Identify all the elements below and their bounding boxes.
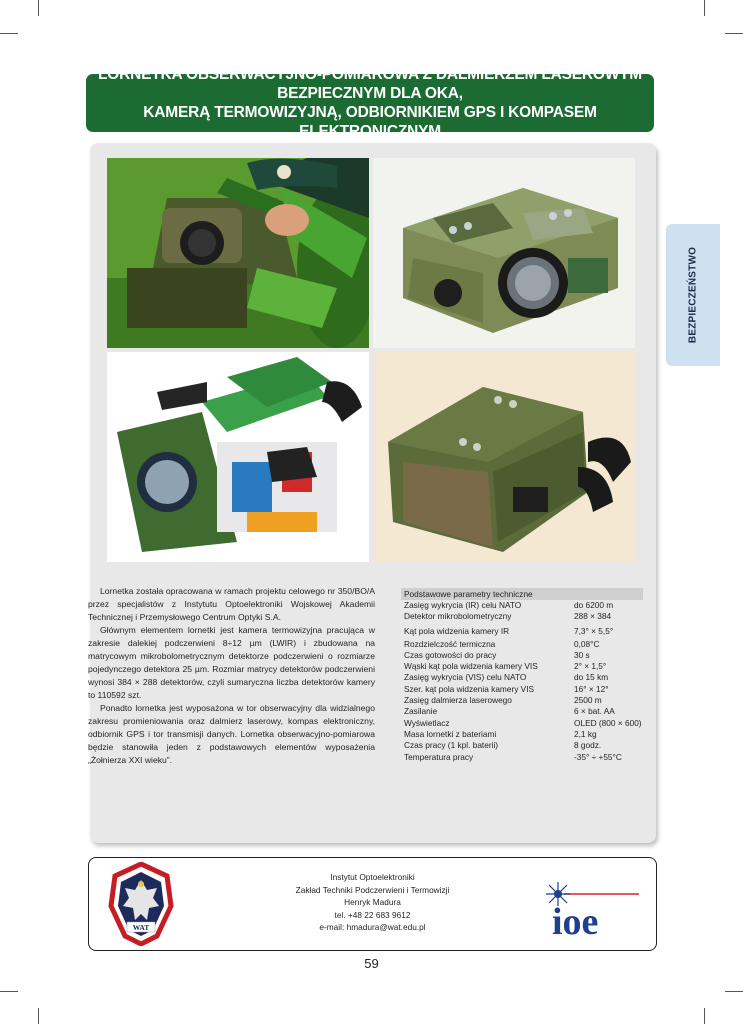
description-text (88, 585, 375, 767)
spec-value: 8 godz. (574, 740, 602, 751)
spec-value: OLED (800 × 600) (574, 717, 642, 728)
spec-row (401, 611, 643, 622)
spec-row (401, 752, 643, 763)
spec-value: 2500 m (574, 695, 602, 706)
spec-key: Zasięg wykrycia (IR) celu NATO (404, 600, 522, 610)
spec-row (401, 661, 643, 672)
spec-row (401, 706, 643, 717)
title-line-1: LORNETKA OBSERWACYJNO-POMIAROWA Z DALMIERZEM LASEROWYM BEZPIECZNYM DLA OKA, (97, 66, 643, 102)
spec-row (401, 623, 643, 639)
spec-row (401, 695, 643, 706)
spec-key: Detektor mikrobolometryczny (404, 611, 512, 622)
page-title (86, 66, 654, 140)
spec-value: do 15 km (574, 672, 609, 683)
title-line-2: KAMERĄ TERMOWIZYJNĄ, ODBIORNIKIEM GPS I KOMPASEM ELEKTRONICZNYM (143, 104, 597, 140)
spec-row (401, 639, 643, 650)
spec-key: Kąt pola widzenia kamery IR (404, 625, 510, 636)
spec-value: 30 s (574, 649, 590, 660)
spec-row (401, 718, 643, 729)
section-tab-label: BEZPIECZEŃSTWO (687, 246, 699, 344)
spec-key: Wąski kąt pola widzenia kamery VIS (404, 661, 538, 672)
department-name: Zakład Techniki Podczerwieni i Termowizji (295, 884, 450, 895)
photo-cad-cutaway (107, 352, 369, 562)
spec-key: Zasięg dalmierza laserowego (404, 695, 512, 706)
spec-row (401, 600, 643, 611)
crop-mark (0, 33, 18, 34)
spec-value: 16° × 12° (574, 683, 609, 694)
spec-key: Czas gotowości do pracy (404, 649, 497, 660)
crop-mark (704, 1008, 705, 1024)
spec-value: 2,1 kg (574, 728, 597, 739)
institute-name: Instytut Optoelektroniki (330, 872, 415, 882)
spec-key: Masa lornetki z bateriami (404, 728, 497, 739)
spec-key: Temperatura pracy (404, 751, 474, 762)
svg-text:WAT: WAT (132, 923, 150, 932)
spec-row (401, 650, 643, 661)
spec-row (401, 684, 643, 695)
crop-mark (38, 1008, 39, 1024)
photo-soldier-with-binoculars (107, 158, 369, 348)
description-paragraph-1: Lornetka została opracowana w ramach projektu celowego nr 350/BO/A przez specjalistów z Instytutu Optoelektroniki Wojskowej Akademii Technicznej i Przemysłowego Centrum Optyki S.A. (88, 586, 375, 622)
spec-value: 0,08°C (574, 638, 600, 649)
spec-key: Rozdzielczość termiczna (404, 638, 496, 649)
description-paragraph-3: Ponadto lornetka jest wyposażona w tor obserwacyjny dla widzialnego zakresu promieniowania oraz dalmierz laserowy, kompas elektroniczny, odbiornik GPS i tor transmisji danych. Lornetka obserwacyjno-pomiarowa będzie stanowiła jeden z podstawowych elementów wyposażenia „Żołnierza XXI wieku”. (88, 703, 375, 765)
crop-mark (725, 991, 743, 992)
spec-key: Zasięg wykrycia (VIS) celu NATO (404, 672, 527, 683)
contact-box (88, 857, 657, 951)
spec-value: 2° × 1,5° (574, 661, 607, 672)
page-number: 59 (364, 956, 379, 971)
spec-key: Czas pracy (1 kpl. baterii) (404, 740, 499, 751)
spec-row (401, 729, 643, 740)
crop-mark (725, 33, 743, 34)
photo-device-front (373, 158, 635, 348)
spec-key: Szer. kąt pola widzenia kamery VIS (404, 683, 535, 694)
crop-mark (704, 0, 705, 16)
contact-phone: tel. +48 22 683 9612 (334, 909, 411, 920)
spec-value: -35° ÷ +55°C (574, 751, 622, 762)
spec-row (401, 672, 643, 683)
spec-value: do 6200 m (574, 600, 614, 610)
crop-mark (38, 0, 39, 16)
spec-value: 6 × bat. AA (574, 706, 615, 717)
spec-table (401, 588, 643, 763)
spec-value: 7,3° × 5,5° (574, 625, 614, 636)
svg-text:ioe: ioe (552, 901, 599, 938)
section-tab[interactable] (666, 224, 720, 366)
spec-key: Zasilanie (404, 706, 438, 717)
crop-mark (0, 991, 18, 992)
contact-person: Henryk Madura (344, 897, 401, 907)
spec-value: 288 × 384 (574, 611, 612, 622)
ioe-logo-icon (544, 874, 644, 938)
description-paragraph-2: Głównym elementem lornetki jest kamera termowizyjna pracująca w zakresie dalekiej podczerwieni 8÷12 µm (LWIR) i zbudowana na matrycowym mikrobolometrycznym detektorze podczerwieni o rozmiarze pojedynczego detektora 25 µm. Rozmiar matrycy detektorów podczerwieni wynosi 384 × 288 detektorów, czyli sumaryczna liczba detektorów kamery to 110592 szt. (88, 625, 375, 700)
spec-key: Wyświetlacz (404, 717, 450, 728)
photo-device-rear (373, 352, 635, 562)
contact-email[interactable]: e-mail: hmadura@wat.edu.pl (319, 922, 426, 932)
spec-row (401, 740, 643, 751)
spec-table-header: Podstawowe parametry techniczne (401, 588, 643, 600)
